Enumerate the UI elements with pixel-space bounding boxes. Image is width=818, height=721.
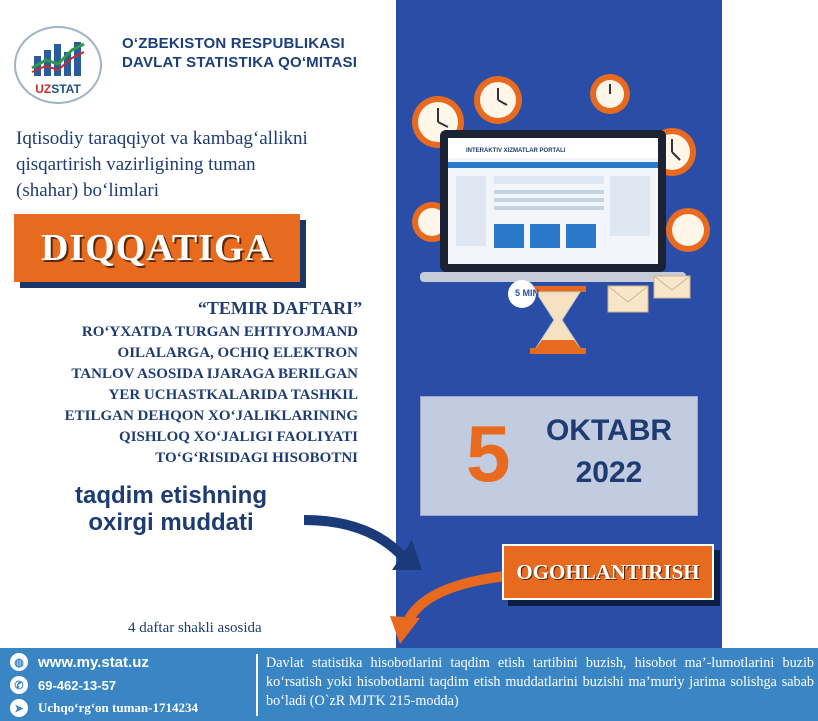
deadline-year: 2022 [575,456,643,489]
laptop-clocks-illustration [410,72,710,362]
bar-chart-icon [30,38,86,78]
notice-title: “TEMIR DAFTARI” [197,298,363,318]
clock-icon [666,208,710,252]
phone-row [10,674,116,696]
org-name-line2: DAVLAT STATISTIKA QO‘MITASI [122,54,358,71]
addressee-line3: (shahar) bo‘limlari [16,180,159,201]
telegram-row [10,697,198,719]
footer [0,648,818,721]
notice-line: TO‘G‘RISIDAGI HISOBOTNI [155,450,358,466]
warning-banner-label: OGOHLANTIRISH [516,559,700,584]
clock-icon [590,74,630,114]
website-link[interactable]: www.my.stat.uz [38,653,149,671]
telegram-channel: Uchqo‘rg‘on tuman-1714234 [38,700,198,715]
envelope-icon [654,276,690,298]
notice-line: YER UCHASTKALARIDA TASHKIL [108,387,358,403]
phone-icon: ✆ [10,676,28,694]
notice-line: OILALARGA, OCHIQ ELEKTRON [117,345,358,361]
telegram-icon: ➤ [10,699,28,717]
org-name-line1: O‘ZBEKISTON RESPUBLIKASI [122,35,345,52]
notice-line: ETILGAN DEHQON XO‘JALIKLARINING [64,408,358,424]
footer-contacts [0,648,256,721]
laptop-icon [420,130,686,282]
deadline-caption [48,482,294,536]
uzstat-logo [14,26,102,104]
portal-title: INTERAKTIV XIZMATLAR PORTALI [466,148,566,154]
deadline-caption-line2: oxirgi muddati [88,509,254,536]
warning-banner [502,544,714,600]
timer-badge-label: 5 MIN [515,288,540,298]
notice-line: RO‘YXATDA TURGAN EHTIYOJMAND [81,324,358,340]
globe-icon: ◍ [10,653,28,671]
organization-name [122,34,357,72]
phone-number: 69-462-13-57 [38,677,117,693]
deadline-month: OKTABR [545,414,673,447]
legal-warning-text: Davlat statistika hisobotlarini taqdim etish tartibini buzish, hisobot ma’-lumotlarini buzib ko‘rsatish yoki hisobotlarni taqdim etish muddatlarini buzishi ma’muriy jarima solishga sabab bo‘ladi (O`zR MJTK 215-modda) [266,655,814,709]
deadline-caption-line1: taqdim etishning [75,482,267,509]
clock-icon [474,76,522,124]
logo-text: UZSTAT [35,82,81,96]
attention-banner-label: DIQQATIGA [40,227,274,269]
notice-line: QISHLOQ XO‘JALIGI FAOLIYATI [119,429,358,445]
curved-arrow-icon [380,566,510,646]
form-note: 4 daftar shakli asosida [128,620,262,636]
notice-line: TANLOV ASOSIDA IJARAGA BERILGAN [71,366,358,382]
timer-badge-icon [508,280,539,308]
deadline-day: 5 [466,409,511,498]
footer-divider [256,654,258,716]
website-row [10,651,149,673]
addressee-text [16,126,376,204]
addressee-line2: qisqartirish vazirligining tuman [16,154,256,175]
envelope-icon [608,286,648,312]
attention-banner [14,214,300,282]
addressee-line1: Iqtisodiy taraqqiyot va kambag‘allikni [16,128,308,149]
notice-body [20,322,358,469]
